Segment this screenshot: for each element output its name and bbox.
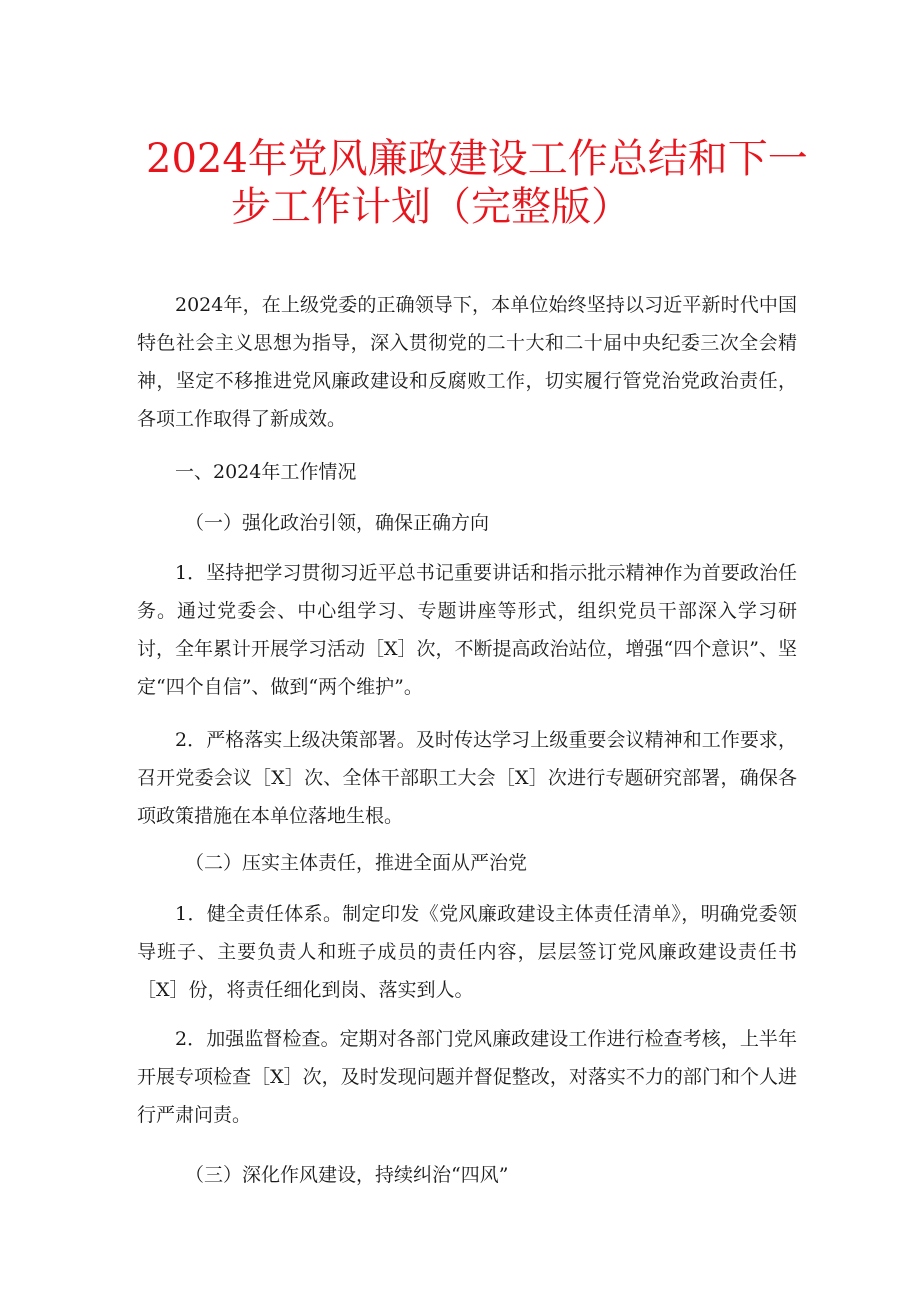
subsection-heading-1: （一）强化政治引领，确保正确方向	[185, 512, 490, 534]
section-heading-1: 一、2024年工作情况	[175, 461, 357, 483]
document-title-line-1: 2024年党风廉政建设工作总结和下一	[146, 136, 808, 182]
subsection-1-item-2: 2．严格落实上级决策部署。及时传达学习上级重要会议精神和工作要求，召开党委会议［X］次、全体干部职工大会［X］次进行专题研究部署，确保各项政策措施在本单位落地生根。	[137, 729, 797, 827]
subsection-1-item-1: 1．坚持把学习贯彻习近平总书记重要讲话和指示批示精神作为首要政治任务。通过党委会、中心组学习、专题讲座等形式，组织党员干部深入学习研讨，全年累计开展学习活动［X］次，不断提高政治站位，增强“四个意识”、坚定“四个自信”、做到“两个维护”。	[137, 562, 797, 698]
subsection-heading-3: （三）深化作风建设，持续纠治“四风”	[185, 1164, 509, 1186]
intro-paragraph: 2024年，在上级党委的正确领导下，本单位始终坚持以习近平新时代中国特色社会主义思想为指导，深入贯彻党的二十大和二十届中央纪委三次全会精神，坚定不移推进党风廉政建设和反腐败工作，切实履行管党治党政治责任，各项工作取得了新成效。	[137, 294, 797, 430]
document-title-line-2: 步工作计划（完整版）	[231, 184, 631, 230]
subsection-2-item-2: 2．加强监督检查。定期对各部门党风廉政建设工作进行检查考核，上半年开展专项检查［X］次，及时发现问题并督促整改，对落实不力的部门和个人进行严肃问责。	[137, 1028, 797, 1126]
subsection-2-item-1: 1．健全责任体系。制定印发《党风廉政建设主体责任清单》，明确党委领导班子、主要负责人和班子成员的责任内容，层层签订党风廉政建设责任书［X］份，将责任细化到岗、落实到人。	[137, 903, 797, 1001]
subsection-heading-2: （二）压实主体责任，推进全面从严治党	[185, 852, 528, 874]
